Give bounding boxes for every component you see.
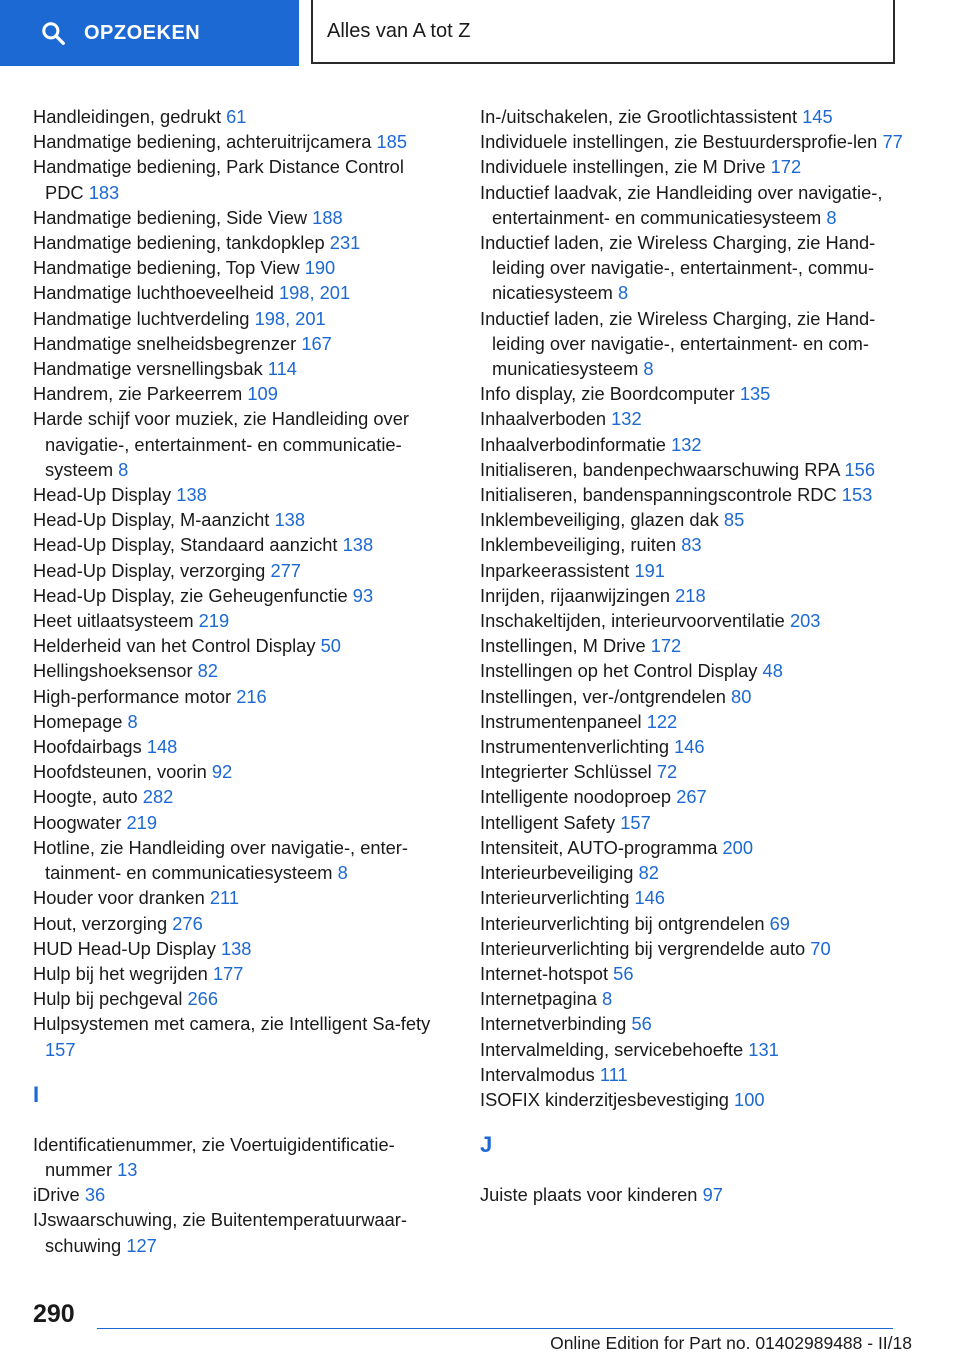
index-entry-page-link[interactable]: 266 xyxy=(187,988,219,1010)
index-entry-page-link[interactable]: 138 xyxy=(342,534,374,556)
index-entry xyxy=(33,280,443,305)
index-entry-term: Internet-hotspot xyxy=(480,962,609,984)
index-entry-page-link[interactable]: 216 xyxy=(236,685,267,707)
index-entry xyxy=(33,911,443,936)
index-entry xyxy=(33,507,443,532)
index-entry-page-link[interactable]: 56 xyxy=(613,962,634,984)
index-entry-page-link[interactable]: 97 xyxy=(702,1184,723,1206)
index-entry xyxy=(33,734,443,759)
index-entry-term: Interieurverlichting bij vergrendelde auto xyxy=(480,937,806,959)
index-entry-page-link[interactable]: 156 xyxy=(844,458,876,480)
index-entry xyxy=(480,154,910,179)
index-entry-term: Initialiseren, bandenspanningscontrole RDC xyxy=(480,484,837,506)
index-entry xyxy=(33,104,443,129)
index-entry xyxy=(480,709,910,734)
index-entry xyxy=(480,911,910,936)
index-entry-page-link[interactable]: 92 xyxy=(211,761,233,783)
index-entry-term: In-/uitschakelen, zie Grootlichtassistent xyxy=(480,106,798,127)
index-entry xyxy=(480,230,910,306)
index-entry xyxy=(33,558,443,583)
index-entry-term: Handmatige bediening, Park Distance Control PDC xyxy=(33,156,404,203)
index-entry xyxy=(480,180,910,230)
index-entry-page-link[interactable]: 146 xyxy=(634,887,665,909)
index-entry-page-link[interactable]: 219 xyxy=(198,610,230,632)
index-entry-page-link[interactable]: 135 xyxy=(739,383,771,405)
index-entry xyxy=(33,961,443,986)
index-entry xyxy=(33,936,443,961)
index-entry-page-link[interactable]: 8 xyxy=(337,862,348,884)
index-entry-term: Individuele instellingen, zie Bestuurdersprofie-len xyxy=(480,131,878,153)
index-entry-page-link[interactable]: 198, 201 xyxy=(254,307,326,329)
index-entry-term: Interieurverlichting bij ontgrendelen xyxy=(480,912,765,934)
index-entry xyxy=(480,810,910,835)
index-entry-term: Hoofdairbags xyxy=(33,736,142,758)
index-entry xyxy=(480,306,910,382)
index-entry xyxy=(33,230,443,255)
index-entry-page-link[interactable]: 200 xyxy=(722,836,754,858)
index-entry xyxy=(480,734,910,759)
index-entry-page-link[interactable]: 83 xyxy=(681,534,702,556)
index-entry xyxy=(33,482,443,507)
index-entry xyxy=(480,532,910,557)
index-entry-term: Interieurverlichting xyxy=(480,887,630,909)
index-entry xyxy=(33,1182,443,1207)
index-entry-page-link[interactable]: 132 xyxy=(671,433,702,455)
search-button[interactable] xyxy=(0,0,299,66)
index-entry xyxy=(480,104,910,129)
index-entry xyxy=(480,558,910,583)
index-entry xyxy=(480,583,910,608)
index-entry-term: IJswaarschuwing, zie Buitentemperatuurwaar-schuwing xyxy=(33,1209,407,1256)
index-entry-page-link[interactable]: 8 xyxy=(602,988,613,1010)
index-entry-page-link[interactable]: 153 xyxy=(841,484,873,506)
index-entry-term: Inparkeerassistent xyxy=(480,559,630,581)
index-entry-term: Hulpsystemen met camera, zie Intelligent Sa-fety xyxy=(33,1013,431,1035)
index-entry xyxy=(480,457,910,482)
index-entry xyxy=(33,381,443,406)
index-entry-term: Inhaalverbodinformatie xyxy=(480,433,666,455)
index-entry-page-link[interactable]: 8 xyxy=(826,206,837,228)
index-entry-page-link[interactable]: 211 xyxy=(209,887,239,909)
index-entry-term: Inductief laden, zie Wireless Charging, zie Hand-leiding over navigatie-, entertainment- en com-municatiesysteem xyxy=(480,307,876,380)
index-entry xyxy=(480,1037,910,1062)
index-entry-page-link[interactable]: 8 xyxy=(618,282,629,304)
index-entry-term: Identificatienummer, zie Voertuigidentificatie-nummer xyxy=(33,1133,395,1180)
index-entry-page-link[interactable]: 145 xyxy=(802,106,833,127)
index-entry-term: Intervalmelding, servicebehoefte xyxy=(480,1038,744,1060)
index-entry-page-link[interactable]: 111 xyxy=(599,1063,628,1085)
index-entry-page-link[interactable]: 114 xyxy=(267,358,297,380)
index-column-left xyxy=(33,104,443,1258)
index-entry xyxy=(33,406,443,482)
index-entry xyxy=(33,154,443,204)
index-entry-page-link[interactable]: 61 xyxy=(226,106,247,127)
index-entry-term: Hulp bij pechgeval xyxy=(33,988,183,1010)
index-entry-page-link[interactable]: 72 xyxy=(656,761,678,783)
index-entry xyxy=(33,684,443,709)
index-entry-term: HUD Head-Up Display xyxy=(33,937,216,959)
index-entry-term: Juiste plaats voor kinderen xyxy=(480,1184,698,1206)
index-entry xyxy=(33,658,443,683)
index-entry-term: Handleidingen, gedrukt xyxy=(33,106,222,127)
index-entry-term: Houder voor dranken xyxy=(33,887,205,909)
page-number: 290 xyxy=(33,1300,75,1328)
index-entry-page-link[interactable]: 50 xyxy=(320,635,341,657)
index-entry-page-link[interactable]: 80 xyxy=(731,685,752,707)
index-entry xyxy=(33,205,443,230)
index-entry xyxy=(480,885,910,910)
index-entry-term: Inklembeveiliging, glazen dak xyxy=(480,509,719,531)
index-entry-page-link[interactable]: 138 xyxy=(274,509,305,531)
index-entry-page-link[interactable]: 56 xyxy=(631,1013,652,1035)
index-entry-term: Head-Up Display, verzorging xyxy=(33,559,266,581)
index-letter-heading: J xyxy=(480,1132,493,1158)
index-entry-page-link[interactable]: 82 xyxy=(638,862,659,884)
index-entry-page-link[interactable]: 48 xyxy=(762,660,783,682)
index-entry xyxy=(33,129,443,154)
index-entry-term: Internetpagina xyxy=(480,988,597,1010)
search-label: OPZOEKEN xyxy=(84,21,201,44)
index-entry xyxy=(480,1062,910,1087)
index-entry-term: Head-Up Display xyxy=(33,484,172,506)
index-entry-term: Head-Up Display, zie Geheugenfunctie xyxy=(33,584,348,606)
index-entry-page-link[interactable]: 267 xyxy=(676,786,707,808)
index-entry-page-link[interactable]: 277 xyxy=(270,559,301,581)
index-entry xyxy=(480,633,910,658)
index-entry-page-link[interactable]: 8 xyxy=(118,458,129,480)
index-entry xyxy=(480,381,910,406)
section-title: Alles van A tot Z xyxy=(327,19,471,42)
index-entry-term: Inductief laden, zie Wireless Charging, zie Hand-leiding over navigatie-, entertainment-, commu-nicatiesysteem xyxy=(480,232,876,304)
index-entry xyxy=(33,885,443,910)
index-entry-page-link[interactable]: 85 xyxy=(723,509,745,531)
index-entry xyxy=(33,1132,443,1182)
index-entry-page-link[interactable]: 13 xyxy=(117,1158,138,1180)
index-entry-page-link[interactable]: 131 xyxy=(748,1038,779,1060)
index-entry-term: Hoogwater xyxy=(33,811,122,833)
index-entry-page-link[interactable]: 183 xyxy=(88,181,120,203)
index-entry-page-link[interactable]: 219 xyxy=(126,811,158,833)
index-entry-term: Hoofdsteunen, voorin xyxy=(33,761,207,783)
index-entry-page-link[interactable]: 185 xyxy=(376,131,407,153)
index-entry-term: Harde schijf voor muziek, zie Handleiding over navigatie-, entertainment- en communicatie-systeem xyxy=(33,408,409,480)
index-entry-page-link[interactable]: 109 xyxy=(247,383,278,405)
index-entry-page-link[interactable]: 70 xyxy=(810,937,831,959)
index-entry-page-link[interactable]: 198, 201 xyxy=(278,282,351,304)
index-entry xyxy=(480,1087,910,1112)
index-entry-page-link[interactable]: 148 xyxy=(146,736,178,758)
index-entry-term: iDrive xyxy=(33,1184,80,1206)
search-icon xyxy=(40,20,66,46)
index-entry xyxy=(33,306,443,331)
index-entry-term: Internetverbinding xyxy=(480,1013,627,1035)
index-entry xyxy=(480,507,910,532)
index-entry xyxy=(480,608,910,633)
index-entry-page-link[interactable]: 218 xyxy=(675,584,706,606)
index-entry-page-link[interactable]: 157 xyxy=(620,811,651,833)
index-entry xyxy=(33,633,443,658)
index-entry xyxy=(33,1011,443,1061)
index-entry xyxy=(33,608,443,633)
index-entry xyxy=(33,532,443,557)
index-entry-term: Handmatige bediening, tankdopklep xyxy=(33,232,325,254)
index-entry-term: Head-Up Display, Standaard aanzicht xyxy=(33,534,338,556)
index-entry-term: Handmatige bediening, Top View xyxy=(33,257,300,279)
index-entry-term: Handmatige bediening, achteruitrijcamera xyxy=(33,131,372,153)
index-entry xyxy=(33,835,443,885)
index-entry-page-link[interactable]: 231 xyxy=(329,232,361,254)
index-entry-page-link[interactable]: 172 xyxy=(650,635,682,657)
index-entry-page-link[interactable]: 188 xyxy=(312,206,343,228)
index-entry-page-link[interactable]: 177 xyxy=(212,962,244,984)
index-entry xyxy=(480,432,910,457)
index-entry-term: Handmatige luchtverdeling xyxy=(33,307,250,329)
index-entry xyxy=(33,255,443,280)
index-entry xyxy=(480,759,910,784)
index-entry-term: High-performance motor xyxy=(33,685,232,707)
index-entry xyxy=(33,356,443,381)
index-letter-heading: I xyxy=(33,1081,40,1107)
index-entry xyxy=(480,482,910,507)
top-navigation-bar xyxy=(0,0,960,66)
index-entry xyxy=(33,583,443,608)
index-entry-term: Hoogte, auto xyxy=(33,786,138,808)
index-entry-term: Integrierter Schlüssel xyxy=(480,761,652,783)
index-entry-page-link[interactable]: 100 xyxy=(734,1088,765,1110)
index-entry-term: Inschakeltijden, interieurvoorventilatie xyxy=(480,610,785,632)
index-entry-page-link[interactable]: 157 xyxy=(45,1038,76,1060)
index-entry-page-link[interactable]: 203 xyxy=(789,610,821,632)
index-entry-term: Handmatige bediening, Side View xyxy=(33,206,308,228)
index-entry xyxy=(480,835,910,860)
index-entry-page-link[interactable]: 190 xyxy=(304,257,336,279)
index-column-right xyxy=(480,104,910,1207)
index-entry-page-link[interactable]: 8 xyxy=(127,710,138,732)
index-entry xyxy=(33,709,443,734)
index-entry-term: Instrumentenverlichting xyxy=(480,736,669,758)
index-entry xyxy=(33,784,443,809)
index-entry-term: Interieurbeveiliging xyxy=(480,862,634,884)
index-entry-term: Info display, zie Boordcomputer xyxy=(480,383,735,405)
index-entry-term: Inrijden, rijaanwijzingen xyxy=(480,584,671,606)
index-entry-term: Individuele instellingen, zie M Drive xyxy=(480,156,766,178)
index-entry-term: Handrem, zie Parkeerrem xyxy=(33,383,243,405)
index-entry-term: Intervalmodus xyxy=(480,1063,595,1085)
index-entry-page-link[interactable]: 8 xyxy=(643,358,654,380)
index-entry-term: Hout, verzorging xyxy=(33,912,168,934)
index-entry-page-link[interactable]: 122 xyxy=(646,710,678,732)
index-entry xyxy=(480,1182,910,1207)
index-entry-page-link[interactable]: 93 xyxy=(352,584,374,606)
index-entry-term: Intelligent Safety xyxy=(480,811,616,833)
index-entry-term: Instellingen, M Drive xyxy=(480,635,646,657)
index-entry-page-link[interactable]: 69 xyxy=(769,912,790,934)
index-entry xyxy=(480,129,910,154)
footer-edition: Online Edition for Part no. 01402989488 - II/18 xyxy=(550,1333,912,1353)
index-entry-term: Inhaalverboden xyxy=(480,408,607,430)
index-entry-page-link[interactable]: 36 xyxy=(84,1184,106,1206)
index-entry-term: Helderheid van het Control Display xyxy=(33,635,316,657)
index-entry-page-link[interactable]: 127 xyxy=(126,1234,157,1256)
index-entry xyxy=(480,961,910,986)
index-entry xyxy=(480,406,910,431)
index-entry-page-link[interactable]: 282 xyxy=(142,786,174,808)
index-entry xyxy=(480,684,910,709)
index-entry-page-link[interactable]: 172 xyxy=(770,156,802,178)
index-entry-page-link[interactable]: 82 xyxy=(197,660,218,682)
index-entry-term: Instellingen, ver-/ontgrendelen xyxy=(480,685,726,707)
index-entry xyxy=(480,658,910,683)
index-entry-term: Intensiteit, AUTO-programma xyxy=(480,836,718,858)
index-entry-term: Hellingshoeksensor xyxy=(33,660,193,682)
index-entry-term: Inductief laadvak, zie Handleiding over navigatie-, entertainment- en communicatiesysteem xyxy=(480,181,883,228)
index-entry xyxy=(33,986,443,1011)
index-entry-term: Hotline, zie Handleiding over navigatie-, enter-tainment- en communicatiesysteem xyxy=(33,836,408,884)
index-entry-page-link[interactable]: 276 xyxy=(172,912,203,934)
index-entry-page-link[interactable]: 132 xyxy=(611,408,642,430)
index-entry-term: Handmatige luchthoeveelheid xyxy=(33,282,274,304)
index-entry-term: Handmatige versnellingsbak xyxy=(33,358,263,380)
index-entry-term: Inklembeveiliging, ruiten xyxy=(480,534,677,556)
index-entry-term: ISOFIX kinderzitjesbevestiging xyxy=(480,1088,729,1110)
index-entry xyxy=(480,936,910,961)
footer-divider xyxy=(97,1328,893,1329)
index-entry xyxy=(33,759,443,784)
index-entry xyxy=(480,784,910,809)
index-entry-page-link[interactable]: 138 xyxy=(176,484,207,506)
index-entry-term: Homepage xyxy=(33,710,123,732)
index-entry xyxy=(480,986,910,1011)
index-entry xyxy=(480,1011,910,1036)
index-entry-page-link[interactable]: 77 xyxy=(882,131,903,153)
index-entry-term: Instellingen op het Control Display xyxy=(480,660,758,682)
index-entry-page-link[interactable]: 167 xyxy=(301,332,332,354)
index-entry xyxy=(480,860,910,885)
index-entry-term: Handmatige snelheidsbegrenzer xyxy=(33,332,297,354)
index-entry xyxy=(33,810,443,835)
section-title-tab[interactable] xyxy=(311,0,895,64)
index-entry-term: Intelligente noodoproep xyxy=(480,786,672,808)
index-entry xyxy=(33,331,443,356)
index-entry-term: Hulp bij het wegrijden xyxy=(33,962,208,984)
index-entry-page-link[interactable]: 138 xyxy=(220,937,252,959)
index-entry-term: Heet uitlaatsysteem xyxy=(33,610,194,632)
index-entry-page-link[interactable]: 146 xyxy=(674,736,705,758)
index-entry-page-link[interactable]: 191 xyxy=(634,559,665,581)
index-entry xyxy=(33,1207,443,1257)
index-entry-term: Instrumentenpaneel xyxy=(480,710,642,732)
index-entry-term: Initialiseren, bandenpechwaarschuwing RPA xyxy=(480,458,840,480)
index-entry-term: Head-Up Display, M-aanzicht xyxy=(33,509,270,531)
